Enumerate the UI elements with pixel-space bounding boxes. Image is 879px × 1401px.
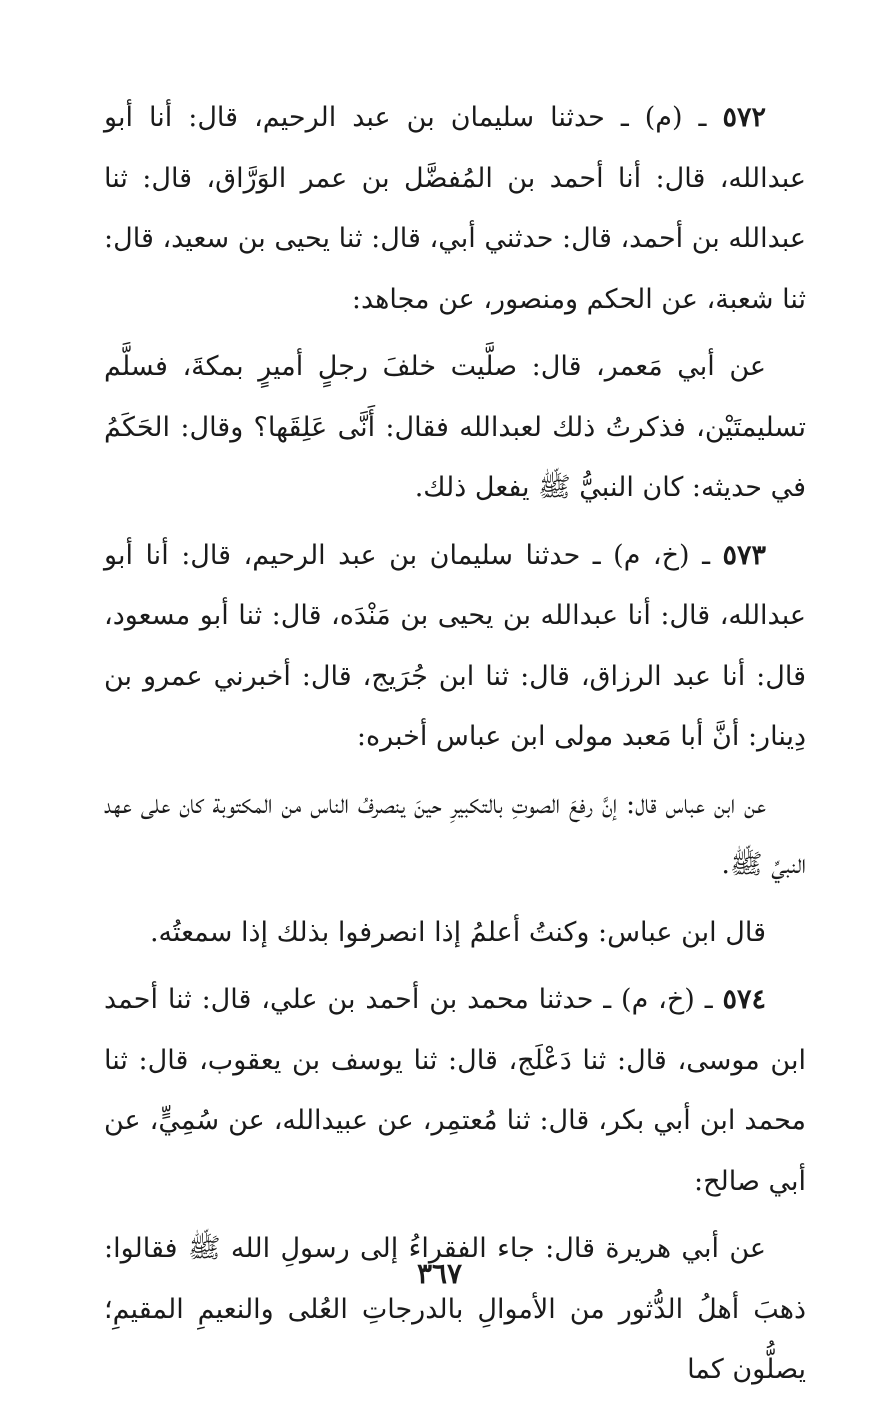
isnad-text: ـ (خ، م) ـ حدثنا سليمان بن عبد الرحيم، قال: أنا أبو عبدالله، قال: أنا عبدالله بن يحيى بن مَنْدَه، قال: ثنا أبو مسعود، قال: أنا عبد الرزاق، قال: ثنا ابن جُرَيج، قال: أخبرني عمرو بن دِينار: أنَّ أبا مَعبد مولى ابن عباس أخبره: [104, 539, 806, 752]
page-number: ٣٦٧ [416, 1257, 463, 1290]
hadith-574-matn: عن أبي هريرة قال: جاء الفقراءُ إلى رسولِ الله ﷺ فقالوا: ذهبَ أهلُ الدُّثور من الأموالِ بالدرجاتِ العُلى والنعيمِ المقيمِ؛ يصلُّون كما [104, 1233, 806, 1385]
isnad-text: ـ (م) ـ حدثنا سليمان بن عبد الرحيم، قال: أنا أبو عبدالله، قال: أنا أحمد بن المُفضَّل بن عمر الوَرَّاق، قال: ثنا عبدالله بن أحمد، قال: حدثني أبي، قال: ثنا يحيى بن سعيد، قال: ثنا شعبة، عن الحكم ومنصور، عن مجاهد: [104, 102, 806, 315]
page-body [104, 88, 806, 1401]
hadith-572-matn: عن أبي مَعمر، قال: صلَّيت خلفَ رجلٍ أميرٍ بمكةَ، فسلَّم تسليمتَيْن، فذكرتُ ذلك لعبدالله فقال: أَنَّى عَلِقَها؟ وقال: الحَكَمُ في حديثه: كان النبيُّ ﷺ يفعل ذلك. [104, 351, 806, 503]
hadith-573-addendum: قال ابن عباس: وكنتُ أعلمُ إذا انصرفوا بذلك إذا سمعتُه. [149, 916, 766, 948]
hadith-number: ٥٧٤ [722, 984, 766, 1015]
hadith-573-matn: عن ابن عباس قال: إنَّ رفعَ الصوتِ بالتكبيرِ حينَ ينصرفُ الناس من المكتوبة كان على عهد النبيِّ ﷺ. [104, 788, 806, 880]
hadith-number: ٥٧٣ [722, 539, 766, 571]
hadith-number: ٥٧٢ [722, 102, 766, 133]
isnad-text: ـ (خ، م) ـ حدثنا محمد بن أحمد بن علي، قال: ثنا أحمد ابن موسى، قال: ثنا دَعْلَج، قال: ثنا يوسف بن يعقوب، قال: ثنا محمد ابن أبي بكر، قال: ثنا مُعتمِر، عن عبيدالله، عن سُمِيٍّ، عن أبي صالح: [104, 984, 806, 1197]
hadith-572-isnad [104, 88, 806, 330]
hadith-573-isnad [104, 526, 806, 768]
hadith-574-isnad [104, 970, 806, 1212]
